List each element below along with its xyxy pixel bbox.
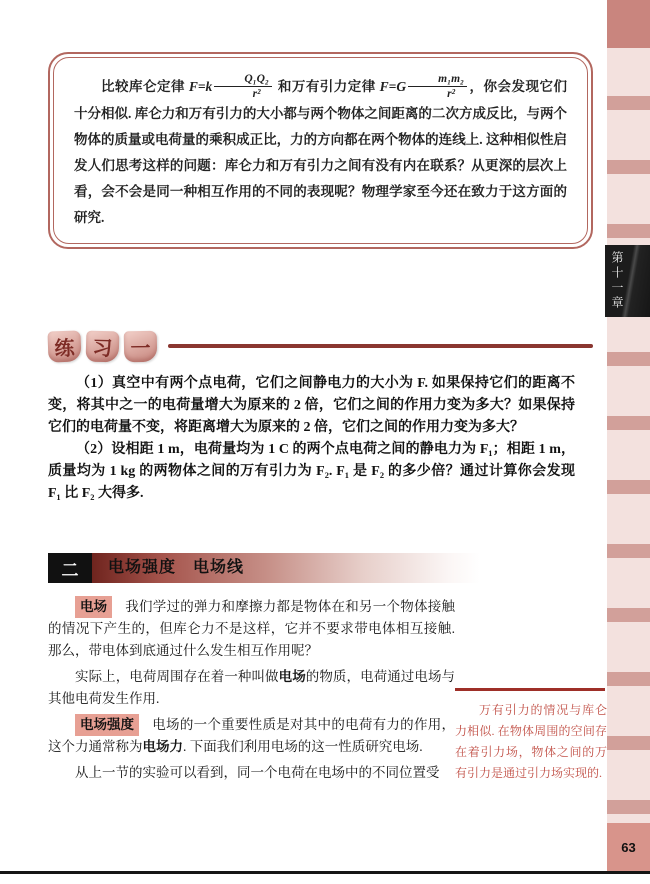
margin-note-text: 万有引力的情况与库仑力相似. 在物体周围的空间存在着引力场，物体之间的万有引力是通过引力场实现的. [455,703,607,780]
intro-box [48,52,593,249]
coulomb-formula-lead: F=k [188,79,213,94]
section-title-bar [92,553,480,583]
section-number: 二 [48,553,92,583]
exercise-header-tab-2: 习 [86,331,120,363]
coulomb-formula-fraction: $\frac{\text{Q₁Q₂}}{\text{r²}}$ [214,73,272,100]
page-number-block [607,823,650,872]
sidebar-top-band [607,0,650,48]
chapter-sidebar [607,0,650,872]
margin-note-rule [455,688,605,691]
section-title: 电场强度 电场线 [108,559,245,577]
body-column [48,596,455,784]
bottom-rule [0,871,650,874]
exercise-header-rule [168,344,593,348]
field-force-bold-term: 电场力 [142,739,183,755]
chapter-label: 第十一章 [610,251,624,311]
intro-paragraph [74,74,567,231]
page-content [48,52,607,788]
gravity-law-formula [379,73,469,101]
gravity-formula-fraction: $\frac{\text{m₁m₂}}{\text{r²}}$ [408,73,467,100]
intro-box-inner [53,57,588,244]
field-strength-term-label: 电场强度 [75,714,139,736]
page-number: 63 [621,840,636,855]
field-strength-paragraph: 电场强度 电场的一个重要性质是对其中的电荷有力的作用，这个力通常称为电场力. 下面我们利用电场的这一性质研究电场. [48,714,455,758]
field-term-label: 电场 [75,596,112,618]
exercise-item-2: （2）设相距 1 m，电荷量均为 1 C 的两个点电荷之间的静电力为 F₁；相距 1 m，质量均为 1 kg 的两物体之间的万有引力为 F₂. F₁ 是 F₂ 的多少倍？通过计算你会发现 F₁ 比 F₂ 大得多. [48,442,575,502]
intro-text-before: 比较库仑定律 [101,79,189,94]
intro-text-after: ，你会发现它们十分相似. 库仑力和万有引力的大小都与两个物体之间距离的二次方成反比，与两个物体的质量或电荷量的乘积成正比，力的方向都在两个物体的连线上. 这种相似性启发人们思考这样的问题：库仑力和万有引力之间有没有内在联系？从更深的层次上看，会不会是同一种相互作用的不同的表现呢？物理学家至今还在致力于这方面的研究. [74,79,568,226]
exercise-header-tab-3: 一 [124,331,158,363]
exercise-item-1: （1）真空中有两个点电荷，它们之间静电力的大小为 F. 如果保持它们的距离不变，将其中之一的电荷量增大为原来的 2 倍，它们之间的作用力变为多大？如果保持它们的电荷量不变，将距离增大为原来的 2 倍，它们之间的作用力变为多大？ [48,376,575,436]
exercise-list [48,373,593,505]
field-bold-term: 电场 [278,669,306,685]
field-paragraph-text: 我们学过的弹力和摩擦力都是物体在和另一个物体接触的情况下产生的，但库仑力不是这样，它并不要求带电体相互接触. 那么，带电体到底通过什么发生相互作用呢？ [48,599,455,659]
field-paragraph [48,596,455,662]
margin-note [455,688,607,784]
chapter-tab [605,245,650,317]
intro-text-between: 和万有引力定律 [273,79,380,94]
field-medium-paragraph: 实际上，电荷周围存在着一种叫做电场的物质，电荷通过电场与其他电荷发生作用. [48,669,456,707]
closing-paragraph: 从上一节的实验可以看到，同一个电荷在电场中的不同位置受 [75,765,440,781]
gravity-formula-lead: F=G [379,79,407,94]
exercise-header [48,329,593,363]
coulomb-law-formula [188,73,274,101]
section-header [48,553,480,583]
exercise-header-tab-1: 练 [47,330,81,362]
